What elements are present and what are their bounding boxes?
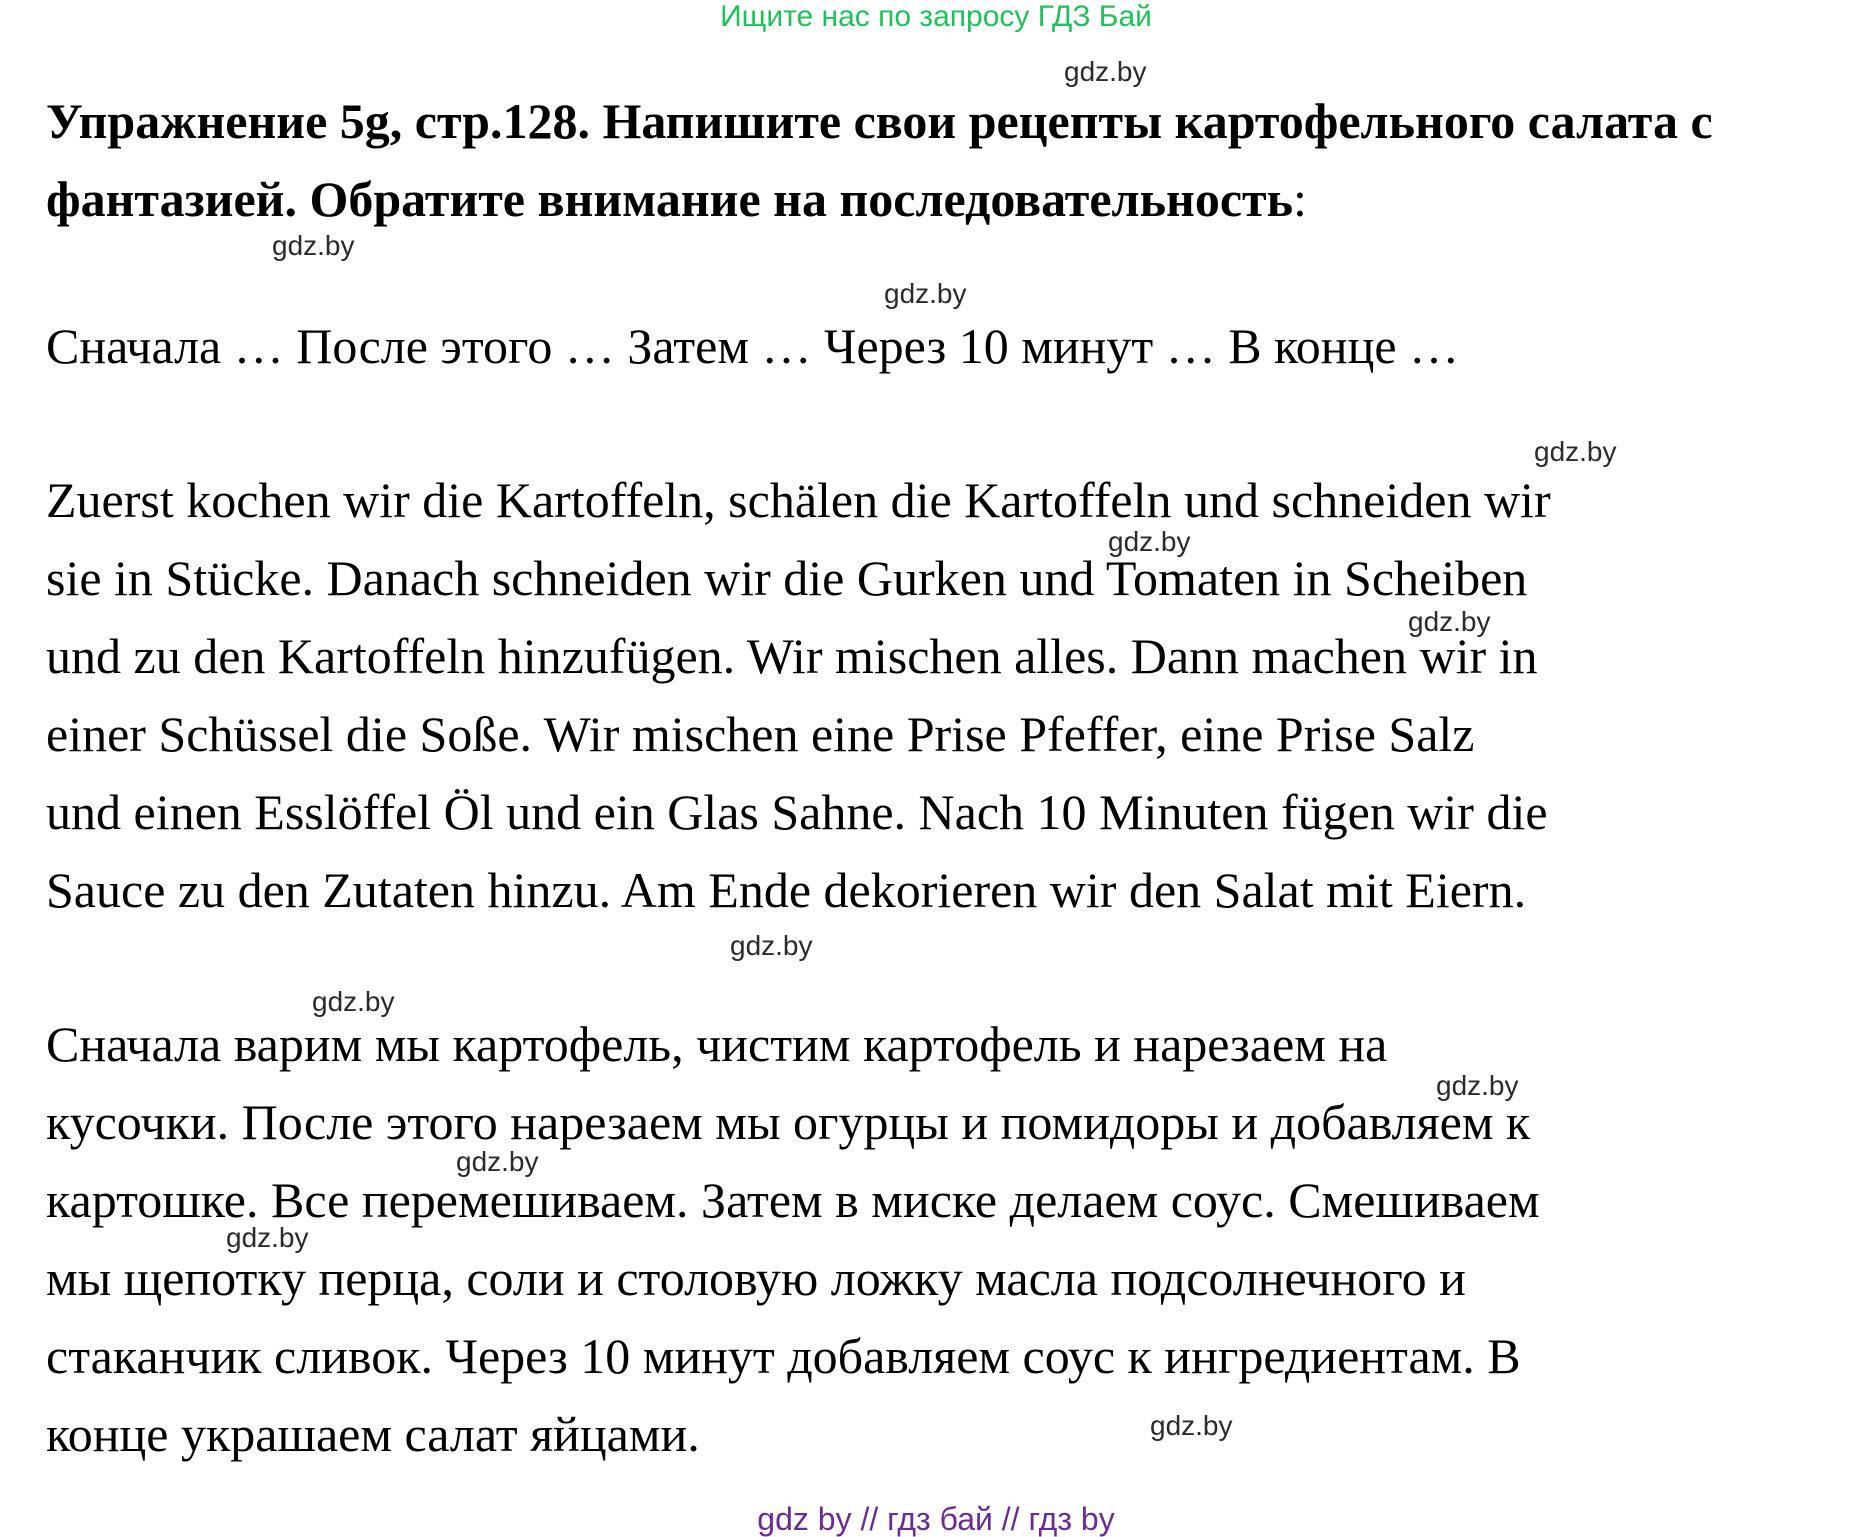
watermark: gdz.by: [730, 930, 813, 961]
russian-line-6: конце украшаем салат яйцами.: [46, 1406, 700, 1462]
german-line-4: einer Schüssel die Soße. Wir mischen eine Prise Pfeffer, eine Prise Salz: [46, 706, 1475, 762]
watermark: gdz.by: [1436, 1070, 1519, 1101]
footer-links: gdz by // гдз бай // гдз by: [757, 1501, 1115, 1537]
russian-line-1: Сначала варим мы картофель, чистим картофель и нарезаем на: [46, 1016, 1388, 1072]
watermark: gdz.by: [456, 1146, 539, 1177]
german-line-3: und zu den Kartoffeln hinzufügen. Wir mischen alles. Dann machen wir in: [46, 628, 1538, 684]
watermark: gdz.by: [272, 230, 355, 261]
watermark: gdz.by: [1534, 436, 1617, 467]
watermark: gdz.by: [884, 278, 967, 309]
russian-line-5: стаканчик сливок. Через 10 минут добавляем соус к ингредиентам. В: [46, 1328, 1521, 1384]
sequence-line: Сначала … После этого … Затем … Через 10 минут … В конце …: [46, 318, 1460, 374]
exercise-heading-tail: :: [1293, 171, 1307, 227]
exercise-heading: [46, 82, 1836, 238]
german-line-6: Sauce zu den Zutaten hinzu. Am Ende dekorieren wir den Salat mit Eiern.: [46, 862, 1527, 918]
watermark: gdz.by: [1150, 1410, 1233, 1441]
russian-line-2: кусочки. После этого нарезаем мы огурцы и помидоры и добавляем к: [46, 1094, 1531, 1150]
watermark: gdz.by: [1408, 606, 1491, 637]
watermark: gdz.by: [1108, 526, 1191, 557]
watermark: gdz.by: [312, 986, 395, 1017]
top-banner: Ищите нас по запросу ГДЗ Бай: [720, 0, 1152, 33]
watermark: gdz.by: [1064, 56, 1147, 87]
german-line-1: Zuerst kochen wir die Kartoffeln, schälen die Kartoffeln und schneiden wir: [46, 472, 1551, 528]
russian-line-3: картошке. Все перемешиваем. Затем в миске делаем соус. Смешиваем: [46, 1172, 1540, 1228]
russian-line-4: мы щепотку перца, соли и столовую ложку масла подсолнечного и: [46, 1250, 1466, 1306]
german-line-5: und einen Esslöffel Öl und ein Glas Sahne. Nach 10 Minuten fügen wir die: [46, 784, 1548, 840]
watermark: gdz.by: [226, 1222, 309, 1253]
german-line-2: sie in Stücke. Danach schneiden wir die Gurken und Tomaten in Scheiben: [46, 550, 1528, 606]
exercise-heading-bold: Упражнение 5g, стр.128. Напишите свои рецепты картофельного салата с фантазией. Обратите внимание на последовательность: [46, 93, 1713, 227]
